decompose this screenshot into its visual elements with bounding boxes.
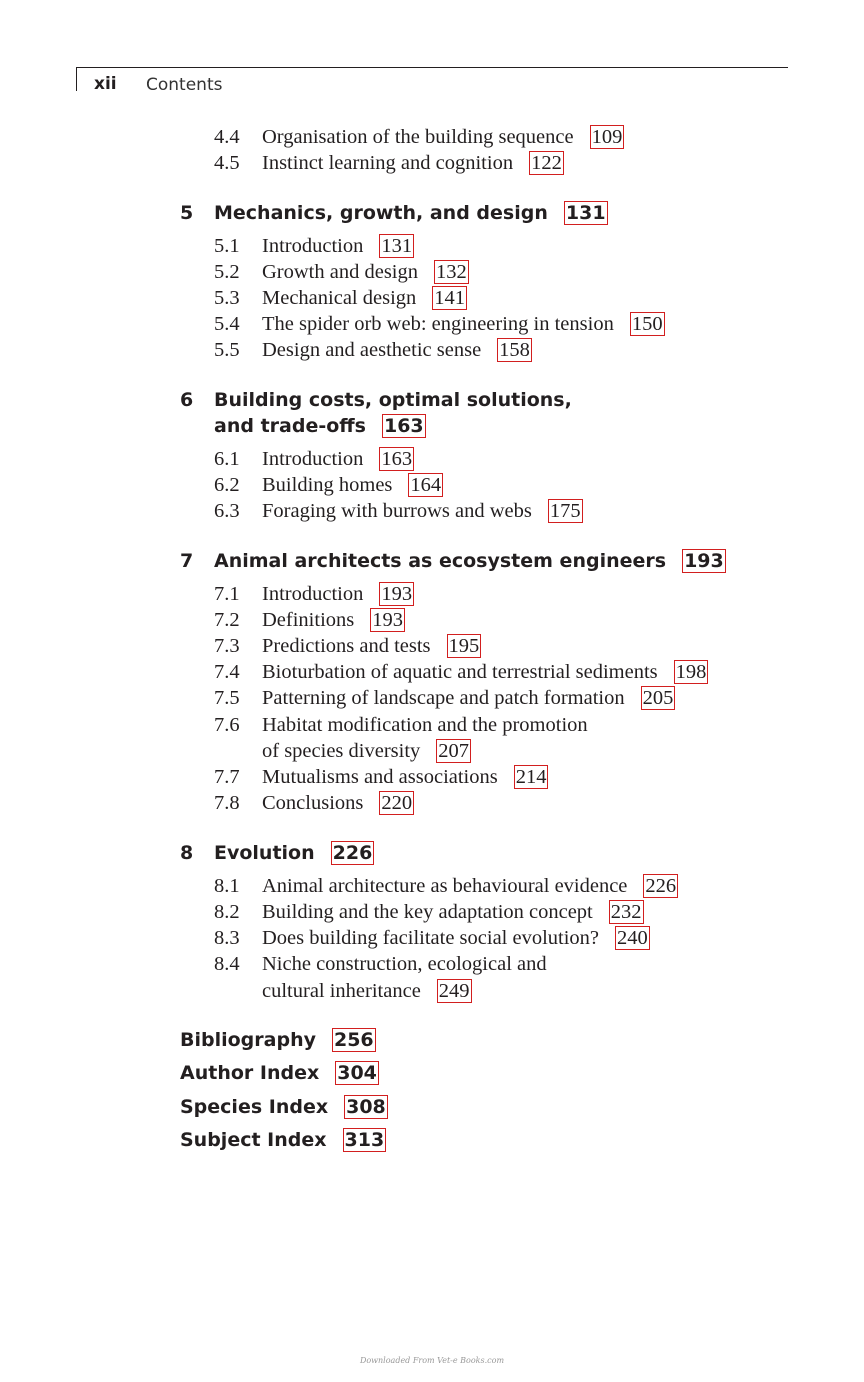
section-number: 7.1 — [214, 583, 240, 605]
section-title: Definitions — [262, 609, 355, 631]
section-title: Predictions and tests — [262, 635, 431, 657]
section-number: 8.3 — [214, 927, 240, 949]
section-title: Growth and design — [262, 261, 419, 283]
section-number: 5.2 — [214, 261, 240, 283]
chapter-number: 8 — [180, 842, 194, 864]
page-link[interactable]: 131 — [381, 235, 413, 257]
page-link[interactable]: 214 — [515, 766, 547, 788]
back-matter-title: Author Index — [180, 1062, 320, 1084]
section-title: Conclusions — [262, 792, 364, 814]
section-number: 8.2 — [214, 901, 240, 923]
section-title: Patterning of landscape and patch formation — [262, 687, 625, 709]
page-link[interactable]: 226 — [332, 842, 373, 864]
section-title: Introduction — [262, 583, 364, 605]
page-link[interactable]: 313 — [344, 1129, 385, 1151]
section-number: 7.6 — [214, 714, 240, 736]
section-number: 6.2 — [214, 474, 240, 496]
section-title: Building and the key adaptation concept — [262, 901, 593, 923]
section-title: Design and aesthetic sense — [262, 339, 482, 361]
section-number: 7.3 — [214, 635, 240, 657]
chapter-title: Animal architects as ecosystem engineers — [214, 550, 667, 572]
page-link[interactable]: 193 — [372, 609, 403, 631]
section-number: 5.5 — [214, 339, 240, 361]
section-title: Instinct learning and cognition — [262, 152, 514, 174]
back-matter-title: Bibliography — [180, 1029, 316, 1051]
section-title: Niche construction, ecological and — [262, 953, 547, 975]
page-link[interactable]: 220 — [381, 792, 413, 814]
page-link[interactable]: 240 — [617, 927, 648, 949]
page-link[interactable]: 164 — [410, 474, 442, 496]
page-link[interactable]: 122 — [531, 152, 562, 174]
page-link[interactable]: 308 — [346, 1096, 386, 1118]
section-title: Organisation of the building sequence — [262, 126, 574, 148]
section-title: Mutualisms and associations — [262, 766, 498, 788]
page-link[interactable]: 141 — [434, 287, 466, 309]
section-title: The spider orb web: engineering in tension — [262, 313, 614, 335]
section-number: 7.2 — [214, 609, 240, 631]
page-folio: xii — [94, 74, 117, 94]
page-link[interactable]: 150 — [631, 313, 663, 335]
page-link[interactable]: 158 — [499, 339, 530, 361]
section-title: cultural inheritance — [262, 980, 421, 1002]
section-title: Introduction — [262, 448, 364, 470]
section-number: 7.4 — [214, 661, 240, 683]
section-number: 7.8 — [214, 792, 240, 814]
section-number: 5.1 — [214, 235, 240, 257]
back-matter-title: Subject Index — [180, 1129, 327, 1151]
section-number: 5.3 — [214, 287, 240, 309]
section-number: 5.4 — [214, 313, 240, 335]
chapter-title: and trade-offs — [214, 415, 366, 437]
section-title: Does building facilitate social evolution? — [262, 927, 600, 949]
page-link[interactable]: 131 — [565, 202, 606, 224]
header-corner-rule — [76, 67, 77, 91]
page-link[interactable]: 249 — [438, 980, 470, 1002]
page-link[interactable]: 109 — [591, 126, 623, 148]
section-title: Animal architecture as behavioural evidence — [262, 875, 628, 897]
chapter-title: Building costs, optimal solutions, — [214, 389, 572, 411]
section-title: Building homes — [262, 474, 393, 496]
page-link[interactable]: 198 — [675, 661, 707, 683]
page-link[interactable]: 205 — [642, 687, 674, 709]
back-matter-title: Species Index — [180, 1096, 329, 1118]
header-rule — [76, 67, 788, 68]
chapter-number: 5 — [180, 202, 194, 224]
running-head: Contents — [146, 75, 223, 95]
page-link[interactable]: 304 — [337, 1062, 377, 1084]
section-number: 6.1 — [214, 448, 240, 470]
page-link[interactable]: 195 — [448, 635, 480, 657]
section-number: 4.4 — [214, 126, 240, 148]
page-link[interactable]: 132 — [436, 261, 467, 283]
section-number: 7.5 — [214, 687, 240, 709]
section-title: Introduction — [262, 235, 364, 257]
page-link[interactable]: 163 — [381, 448, 413, 470]
page-link[interactable]: 226 — [645, 875, 677, 897]
section-title: Foraging with burrows and webs — [262, 500, 532, 522]
section-number: 6.3 — [214, 500, 240, 522]
page-link[interactable]: 193 — [381, 583, 413, 605]
page-link[interactable]: 232 — [610, 901, 642, 923]
page-link[interactable]: 163 — [383, 415, 424, 437]
section-title: Mechanical design — [262, 287, 417, 309]
download-watermark: Downloaded From Vet-e Books.com — [359, 1356, 505, 1365]
chapter-number: 7 — [180, 550, 194, 572]
section-title: Bioturbation of aquatic and terrestrial sediments — [262, 661, 658, 683]
chapter-title: Mechanics, growth, and design — [214, 202, 548, 224]
page-link[interactable]: 207 — [438, 740, 470, 762]
chapter-title: Evolution — [214, 842, 315, 864]
page-link[interactable]: 175 — [549, 500, 581, 522]
section-number: 4.5 — [214, 152, 240, 174]
section-title: Habitat modification and the promotion — [262, 714, 588, 736]
section-number: 7.7 — [214, 766, 240, 788]
page-link[interactable]: 193 — [684, 550, 724, 572]
section-number: 8.1 — [214, 875, 240, 897]
section-title: of species diversity — [262, 740, 421, 762]
section-number: 8.4 — [214, 953, 240, 975]
chapter-number: 6 — [180, 389, 194, 411]
page-link[interactable]: 256 — [333, 1029, 374, 1051]
